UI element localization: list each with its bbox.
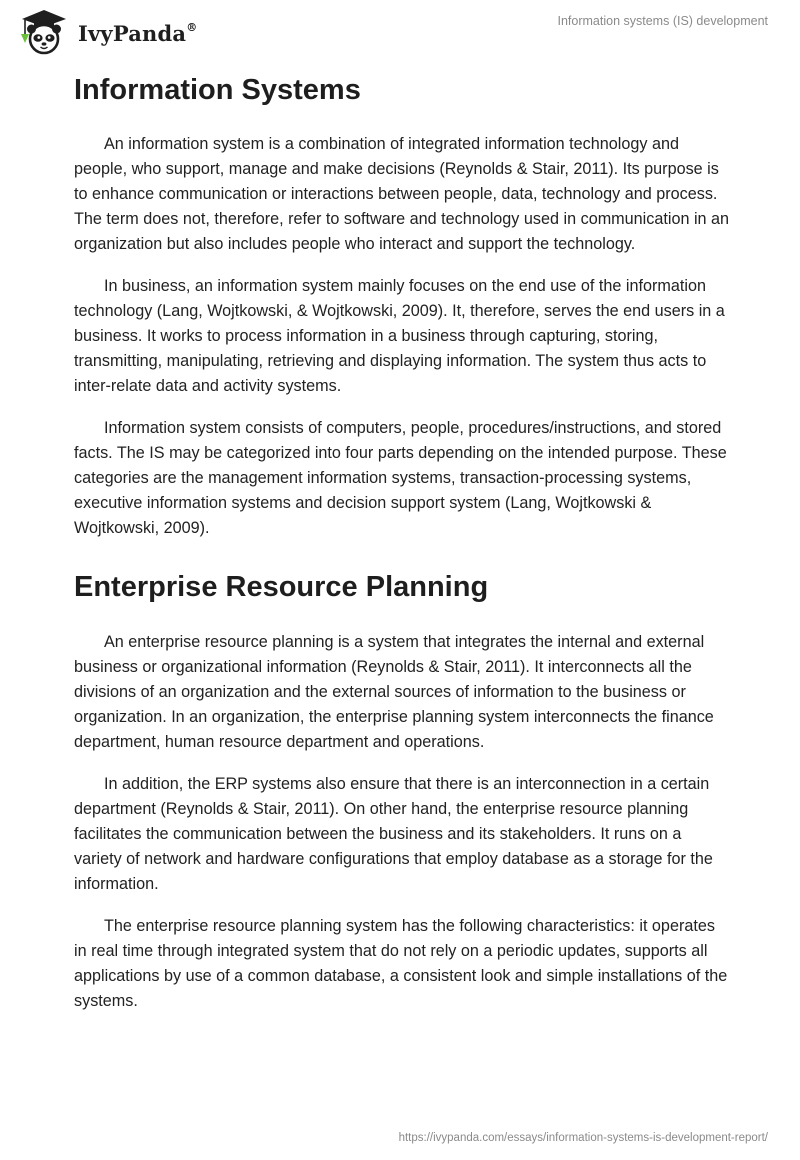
paragraph: An enterprise resource planning is a system that integrates the internal and external business or organizational information (Reynolds & Stair, 2011). It interconnects all the divisions of an organization and the external sources of information to the business or organization. In an organization, the enterprise planning system interconnects the finance department, human resource department and operations.: [74, 633, 714, 751]
paragraph: An information system is a combination of integrated information technology and people, who support, manage and make decisions (Reynolds & Stair, 2011). Its purpose is to enhance communication or interactions between people, data, technology and process. The term does not, therefore, refer to software and technology used in communication in an organization but also includes people who interact and support the technology.: [74, 135, 730, 253]
brand-logo[interactable]: [14, 8, 197, 56]
article-body: [74, 66, 730, 1014]
document-title: Information systems (IS) development: [557, 14, 768, 28]
paragraph: In addition, the ERP systems also ensure that there is an interconnection in a certain department (Reynolds & Stair, 2011). On other hand, the enterprise resource planning facilitates the communication between the business and its stakeholders. It runs on a variety of network and hardware configurations that employ database as a storage for the information.: [74, 775, 713, 893]
brand-name: IvyPanda®: [78, 20, 198, 46]
paragraph: The enterprise resource planning system has the following characteristics: it operates in real time through integrated system that do not rely on a periodic updates, supports all applications by use of a common database, a consistent look and simple installations of the systems.: [74, 917, 728, 1010]
paragraph: In business, an information system mainly focuses on the end use of the information technology (Lang, Wojtkowski, & Wojtkowski, 2009). It, therefore, serves the end users in a business. It works to process information in a business through capturing, storing, transmitting, manipulating, retrieving and displaying information. The system thus acts to inter-relate data and activity systems.: [74, 277, 725, 395]
section-heading-information-systems: Information Systems: [74, 74, 361, 106]
paragraph: Information system consists of computers, people, procedures/instructions, and stored facts. The IS may be categorized into four parts depending on the intended purpose. These categories are the management information systems, transaction-processing systems, executive information systems and decision support system (Lang, Wojtkowski & Wojtkowski, 2009).: [74, 419, 727, 537]
section-heading-enterprise-resource-planning: Enterprise Resource Planning: [74, 571, 489, 603]
source-url[interactable]: https://ivypanda.com/essays/information-systems-is-development-report/: [398, 1132, 768, 1144]
page-header: [0, 0, 800, 62]
panda-logo-icon: [14, 8, 72, 56]
